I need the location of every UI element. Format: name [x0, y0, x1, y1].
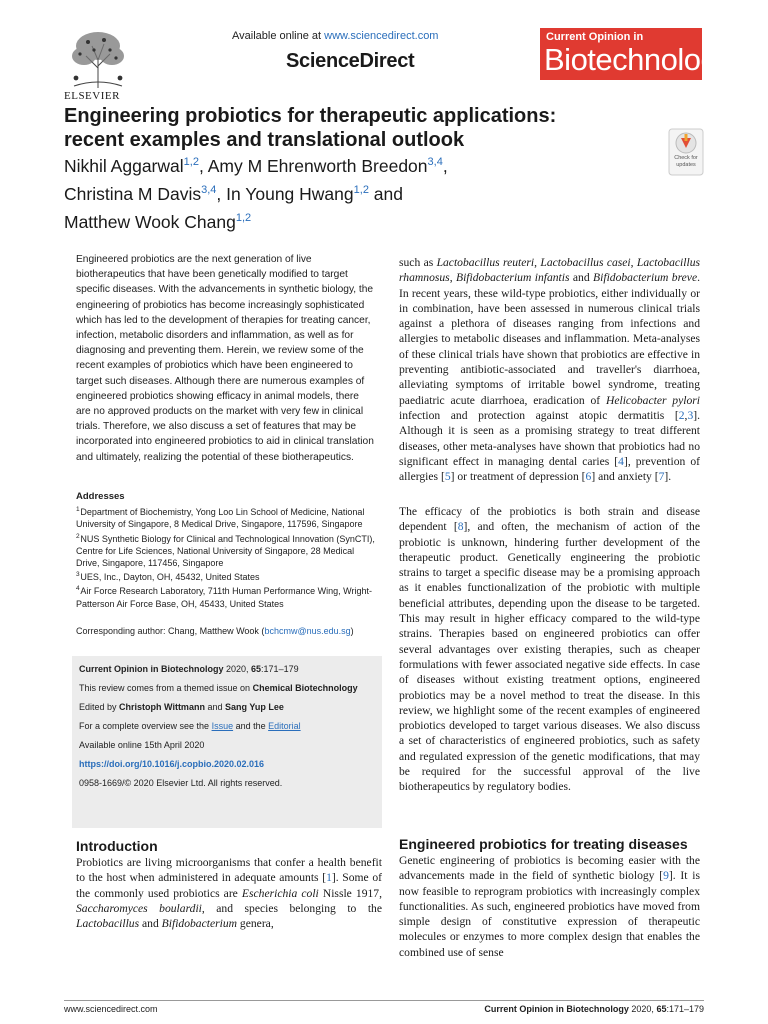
check-for-updates-label: Check for updates — [674, 155, 698, 168]
address-item: $^1$ Department of Biochemistry, Yong Loo Lin School of Medicine, National University of Singapore, 8 Medical Drive, Singapore, 117596, Singapore — [76, 506, 365, 530]
footer-divider — [64, 1000, 704, 1001]
author-affiliation[interactable]: 3,4 — [427, 156, 443, 168]
available-online-line: Available online at www.sciencedirect.com — [232, 30, 439, 42]
article-title-line-1: Engineering probiotics for therapeutic applications: — [64, 105, 557, 127]
article-title — [64, 104, 624, 152]
editors-line: Edited by Christoph Wittmann and Sang Yup Lee — [79, 702, 284, 712]
issue-link[interactable]: Issue — [211, 721, 234, 731]
article-title-line-2: recent examples and translational outlook — [64, 129, 465, 151]
article-info-box — [72, 656, 382, 828]
author-affiliation[interactable]: 3,4 — [201, 183, 217, 196]
publisher-name: ELSEVIER — [64, 90, 120, 102]
body-paragraph-3: Genetic engineering of probiotics is becoming easier with the advancements made in the field of synthetic biology [9]. It is now feasible to reprogram probiotics with increasingly complex functionalities. As such, engineered probiotics have moved from simple design of constitutive expression of therapeutic molecules or enzymes to more complex design that enables the combined use of sense — [399, 854, 700, 959]
check-for-updates-badge[interactable] — [668, 128, 704, 176]
doi-line — [79, 759, 264, 769]
reference-link[interactable]: 5 — [444, 470, 451, 484]
author-affiliation[interactable]: 1,2 — [353, 183, 369, 196]
author-name: Matthew Wook Chang — [64, 211, 236, 232]
addresses-block — [76, 491, 376, 610]
author-name: In Young Hwang — [226, 183, 354, 204]
journal-banner[interactable] — [540, 28, 733, 80]
themed-issue-line: This review comes from a themed issue on Chemical Biotechnology — [79, 683, 358, 693]
reference-link[interactable]: 6 — [585, 470, 592, 484]
reference-link[interactable]: 7 — [658, 470, 665, 484]
reference-link[interactable]: 1 — [326, 871, 332, 885]
citation-line: Current Opinion in Biotechnology 2020, 65:171–179 — [79, 664, 299, 674]
copyright-line: 0958-1669/© 2020 Elsevier Ltd. All rights reserved. — [79, 778, 283, 788]
section-heading: Engineered probiotics for treating diseases — [399, 836, 688, 852]
reference-link[interactable]: 9 — [663, 869, 669, 883]
reference-link[interactable]: 4 — [618, 454, 624, 468]
author-name: Amy M Ehrenworth Breedon — [207, 155, 428, 176]
sciencedirect-link[interactable]: www.sciencedirect.com — [324, 30, 439, 42]
author-list: Nikhil Aggarwal$^{1,2}$, Amy M Ehrenworth Breedon$^{3,4}$, Christina M Davis$^{3,4}$, In Young Hwang$^{1,2}$ and Matthew Wook Chang$^{1,2}$ — [64, 155, 448, 232]
reference-link[interactable]: 3 — [687, 408, 694, 422]
addresses-heading: Addresses — [76, 491, 125, 502]
address-item: $^2$ NUS Synthetic Biology for Clinical and Technological Innovation (SynCTI), Centre for Life Sciences, National University of Singapore, 28 Medical Drive, Singapore, 117456, Singapore — [76, 532, 375, 569]
address-item: $^3$ UES, Inc., Dayton, OH, 45432, United States — [76, 571, 260, 583]
sciencedirect-wordmark: ScienceDirect — [286, 50, 415, 72]
journal-banner-title: Biotechnology — [544, 42, 733, 77]
journal-banner-small: Current Opinion in — [546, 31, 644, 43]
introduction-paragraph: Probiotics are living microorganisms that confer a health benefit to the host when administered in adequate amounts [1]. Some of the commonly used probiotics are Escherichia coli Nissle 1917, Saccharomyces boulardii, and species belonging to the Lactobacillus and Bifidobacterium genera, — [76, 856, 383, 931]
elsevier-tree-logo — [64, 28, 132, 94]
abstract: Engineered probiotics are the next generation of live biotherapeutics that have been genetically modified to target specific diseases. With the advancements in synthetic biology, the engineering of probiotics has become increasingly sophisticated which has led to the development of therapies for treating cancer, infection, metabolic disorders and inflammation, as well as for diagnosing and preventing them. Herein, we review some of the recent examples of probiotics which have been engineered to target such diseases. Although there are numerous examples of engineered probiotics showing efficacy in animal models, there are no approved products on the market with very few in clinical trials. Therefore, we also discuss a set of features that may be incorporated into engineered probiotics to aid in clinical translation and ultimately, realizing the potential of these biotherapeutics. — [76, 254, 374, 463]
author-name: Christina M Davis — [64, 183, 202, 204]
author-name: Nikhil Aggarwal — [64, 155, 184, 176]
reference-link[interactable]: 8 — [457, 520, 464, 534]
footer-website[interactable]: www.sciencedirect.com — [64, 1004, 158, 1014]
address-item: $^4$ Air Force Research Laboratory, 711th Human Performance Wing, Wright-Patterson Air Force Base, OH, 45433, United States — [76, 585, 373, 609]
body-paragraph-2: The efficacy of the probiotics is both strain and disease dependent [8], and often, the mechanism of action of the probiotic is unknown, hindering further development of the therapeutic product. Genetically engineering the probiotic strains to target a specific disease may be a promising approach as it enables functionalization of the probiotic with multiple beneficial attributes, depending upon the disease to be targeted. This may result in higher efficacy compared to the wild-type strains. Therapies based on engineered probiotics can offer several advantages over existing therapies, such as cheaper formulations with fewer associated negative side effects. In case of diseases without existing treatment options, engineered probiotics may be a novel method to treat the disease. In this review, we highlight some of the recent examples of engineered probiotics developed to target various diseases. We also discuss a set of characteristics of engineered probiotics, such as safety and regulated expression of the genetic modifications, that may be required for the successful approval of the live biotherapeutics by regulatory bodies. — [399, 505, 700, 794]
corresponding-email-link[interactable]: bchcmw@nus.edu.sg — [264, 626, 351, 636]
reference-link[interactable]: 2 — [678, 408, 685, 422]
corresponding-author: Corresponding author: Chang, Matthew Wook (bchcmw@nus.edu.sg) — [76, 626, 354, 636]
introduction-heading: Introduction — [76, 838, 158, 854]
overview-line: For a complete overview see the Issue and the Editorial — [79, 721, 301, 731]
available-online-date: Available online 15th April 2020 — [79, 740, 205, 750]
footer-citation: Current Opinion in Biotechnology 2020, 65:171–179 — [484, 1004, 704, 1014]
author-affiliation[interactable]: 1,2 — [183, 156, 199, 168]
editorial-link[interactable]: Editorial — [268, 721, 301, 731]
doi-link[interactable]: https://doi.org/10.1016/j.copbio.2020.02.016 — [79, 759, 265, 769]
body-paragraph-1: such as Lactobacillus reuteri, Lactobacillus casei, Lactobacillus rhamnosus, Bifidobacterium infantis and Bifidobacterium breve. In recent years, these wild-type probiotics, either individually or in combination, have been assessed in numerous clinical trials against a plethora of diseases ranging from infections and allergies to metabolic diseases and inflammation. Meta-analyses of these clinical trials have shown that probiotics are effective in preventing antibiotic-associated and traveller's diarrhoea, alleviating symptoms of irritable bowel syndrome, treating paediatric acute diarrhoea, eradication of Helicobacter pylori infection and protection against atopic dermatitis [2,3]. Although it is seen as a promising strategy to treat different diseases, other meta-analyses have shown that probiotics had no significant effect in managing dental caries [4], prevention of allergies [5] or treatment of depression [6] and anxiety [7]. — [399, 256, 701, 484]
author-affiliation[interactable]: 1,2 — [235, 211, 252, 224]
